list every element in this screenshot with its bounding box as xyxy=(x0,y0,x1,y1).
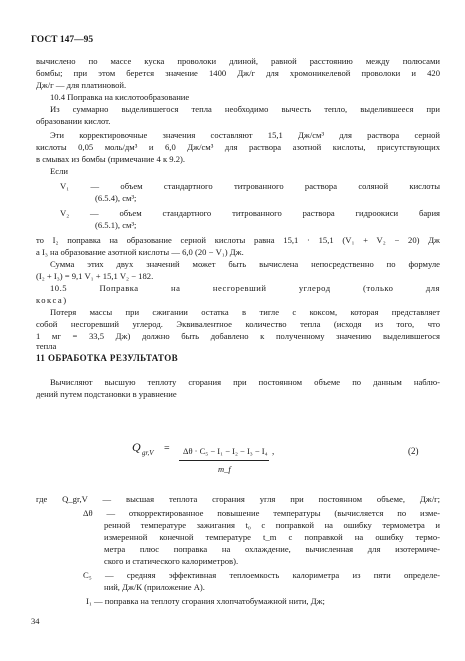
equation-number: (2) xyxy=(408,446,419,456)
definition-line: ний, Дж/К (приложение А). xyxy=(104,582,205,592)
text-line: (I₂ + I₃) = 9,1 V₁ + 15,1 V₂ − 182. xyxy=(36,271,154,281)
definition-line: I₁ — поправка на теплоту сгорания хлопчатобумажной нити, Дж; xyxy=(86,596,325,606)
text-line: тепла xyxy=(36,341,57,351)
definition-line: метра плюс поправка на охлаждение, вычисленная для изотермиче- xyxy=(104,544,440,554)
formula-equals: = xyxy=(164,443,170,454)
text-line: Сумма этих двух значений может быть вычислена непосредственно по формуле xyxy=(50,259,440,269)
text-line: а I₃ на образование азотной кислоты — 6,0 (20 − V₁) Дж. xyxy=(36,247,244,257)
section-title: 11 ОБРАБОТКА РЕЗУЛЬТАТОВ xyxy=(36,353,179,363)
definition-line: (6.5.4), см³; xyxy=(95,193,137,203)
definition-line: измеренной конечной температуре t_m с поправкой на ошибку термо- xyxy=(104,532,440,542)
text-line: Дж/г — для платиновой. xyxy=(36,80,127,90)
definition-line: (6.5.1), см³; xyxy=(95,220,137,230)
definition-line: V₁ — объем стандартного титрованного раствора соляной кислоты xyxy=(60,181,440,191)
formula-lhs-subscript: gr,V xyxy=(142,449,154,457)
page-header: ГОСТ 147—95 xyxy=(31,35,94,45)
subsection-heading: кокса) xyxy=(36,295,68,305)
text-line: бомбы; при этом берется значение 1400 Дж/г для хромоникелевой проволоки и 420 xyxy=(36,68,440,78)
formula-denominator: m_f xyxy=(218,464,231,474)
fraction-bar xyxy=(179,460,269,461)
text-line: в смывах из бомбы (примечание 4 к 9.2). xyxy=(36,154,186,164)
text-line: дений путем подстановки в уравнение xyxy=(36,389,177,399)
subsection-heading: 10.5 Поправка на несгоревший углерод (только для xyxy=(50,283,440,293)
text-line: Потеря массы при сжигании остатка в тигле с коксом, которая представляет xyxy=(50,307,440,317)
formula-numerator: Δθ · C₅ − I₁ − I₂ − I₃ − I₄ xyxy=(183,446,268,456)
subsection-heading: 10.4 Поправка на кислотообразование xyxy=(50,92,190,102)
page-number: 34 xyxy=(31,616,40,626)
definition-line: Δθ — откорректированное повышение температуры (вычисляется по изме- xyxy=(83,508,440,518)
text-line: Из суммарно выделившегося тепла необходимо вычесть тепло, выделившееся при xyxy=(50,104,440,114)
text-line: 1 мг = 33,5 Дж) должно быть добавлено к полученному значению выделившегося xyxy=(36,331,440,341)
definition-line: C₅ — средняя эффективная теплоемкость калориметра из пяти определе- xyxy=(83,570,440,580)
text-line: Вычисляют высшую теплоту сгорания при постоянном объеме по данным наблю- xyxy=(50,377,440,387)
definition-line: ренной температуре зажигания t₀ с поправкой на ошибку термометра и xyxy=(104,520,440,530)
text-line: вычислено по массе куска проволоки длиной, равной расстоянию между полюсами xyxy=(36,56,440,66)
definition-line: где Q_gr,V — высшая теплота сгорания угля при постоянном объеме, Дж/г; xyxy=(36,494,440,504)
text-line: Если xyxy=(50,166,68,176)
text-line: собой несгоревший углерод. Эквивалентное количество тепла (исходя из того, что xyxy=(36,319,440,329)
text-line: образовании кислот. xyxy=(36,116,111,126)
text-line: то I₂ поправка на образование серной кислоты равна 15,1 · 15,1 (V₁ + V₂ − 20) Дж xyxy=(36,235,440,245)
text-line: кислоты 0,05 моль/дм³ и 6,0 Дж/см³ для раствора азотной кислоты, присутствующих xyxy=(36,142,440,152)
formula-comma: , xyxy=(272,446,275,456)
formula-lhs: Q xyxy=(132,440,141,454)
definition-line: ского и статического калориметров). xyxy=(104,556,239,566)
text-line: Эти корректировочные значения составляют 15,1 Дж/см³ для раствора серной xyxy=(50,130,440,140)
definition-line: V₂ — объем стандартного титрованного раствора гидроокиси бария xyxy=(60,208,440,218)
